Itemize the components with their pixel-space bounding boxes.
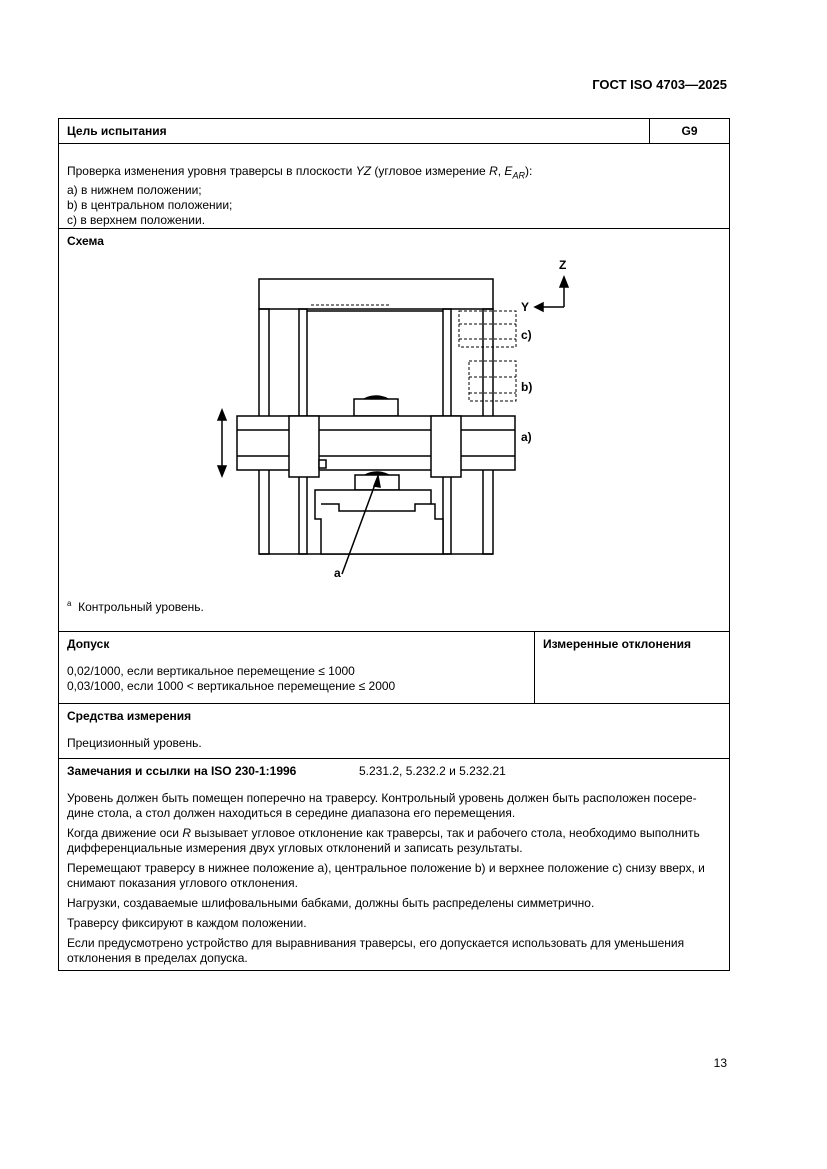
document-header: ГОСТ ISO 4703—2025	[592, 77, 727, 92]
scheme-label: Схема	[67, 234, 104, 249]
tolerance-line-2: 0,03/1000, если 1000 < вертикальное перемещение ≤ 2000	[67, 679, 396, 694]
tolerance-line-1: 0,02/1000, если вертикальное перемещение ≤ 1000	[67, 664, 355, 679]
level-top	[354, 399, 398, 416]
test-card-table	[58, 118, 730, 971]
remarks-heading	[67, 764, 721, 779]
callout-a-label: a	[334, 566, 341, 581]
test-code: G9	[681, 124, 698, 138]
instruments-cell	[59, 704, 730, 759]
instruments-label: Средства измерения	[67, 709, 192, 724]
crossrail	[237, 416, 515, 470]
remarks-para-5: Траверсу фиксируют в каждом положении.	[67, 916, 307, 931]
remarks-label: Замечания и ссылки на ISO 230-1:1996	[67, 764, 297, 779]
left-clamp	[289, 416, 319, 477]
objective-intro: Проверка изменения уровня траверсы в плоскости YZ (угловое измерение R, $E_{AR}$):	[67, 164, 533, 181]
objective-item-b: b) в центральном положении;	[67, 198, 233, 213]
position-c-outline	[459, 311, 516, 347]
remarks-para-6: Если предусмотрено устройство для выравнивания траверсы, его допускается использовать для уменьшения отклонения в пределах допуска.	[67, 936, 685, 966]
scheme-cell	[59, 229, 730, 632]
axis-y-label: Y	[521, 300, 530, 315]
measured-deviations-cell	[535, 632, 730, 704]
objective-label: Цель испытания	[67, 124, 167, 138]
axis-z-label: Z	[559, 258, 567, 273]
remarks-para-3: Перемещают траверсу в нижнее положение a), центральное положение b) и верхнее положение c) снизу вверх, и снимают показания углового отклонения.	[67, 861, 705, 891]
position-c-label: c)	[521, 328, 532, 343]
remarks-refs: 5.231.2, 5.232.2 и 5.232.21	[359, 764, 506, 779]
test-code-cell	[650, 119, 730, 144]
objective-label-cell	[59, 119, 650, 144]
objective-body	[59, 144, 730, 229]
right-clamp	[431, 416, 461, 477]
remarks-para-4: Нагрузки, создаваемые шлифовальными бабками, должны быть распределены симметрично.	[67, 896, 595, 911]
page-number: 13	[713, 1056, 727, 1070]
measured-deviations-label: Измеренные отклонения	[543, 637, 692, 652]
tolerance-label: Допуск	[67, 637, 110, 652]
scheme-diagram	[59, 249, 729, 589]
worktable	[315, 490, 443, 554]
instruments-value: Прецизионный уровень.	[67, 736, 202, 751]
tolerance-cell	[59, 632, 535, 704]
scheme-footnote: $^a$ Контрольный уровень.	[67, 599, 204, 615]
remarks-cell	[59, 759, 730, 971]
remarks-para-2: Когда движение оси R вызывает угловое отклонение как траверсы, так и рабочего стола, необходимо выполнить дифференциальные измерения двух угловых отклонений и записать результаты.	[67, 826, 700, 856]
position-a-label: a)	[521, 430, 532, 445]
position-b-label: b)	[521, 380, 533, 395]
objective-item-c: c) в верхнем положении.	[67, 213, 206, 228]
objective-item-a: a) в нижнем положении;	[67, 183, 202, 198]
remarks-para-1: Уровень должен быть помещен поперечно на траверсу. Контрольный уровень должен быть расположен посере-дине стола, а стол должен находиться в середине диапазона его перемещения.	[67, 791, 697, 821]
